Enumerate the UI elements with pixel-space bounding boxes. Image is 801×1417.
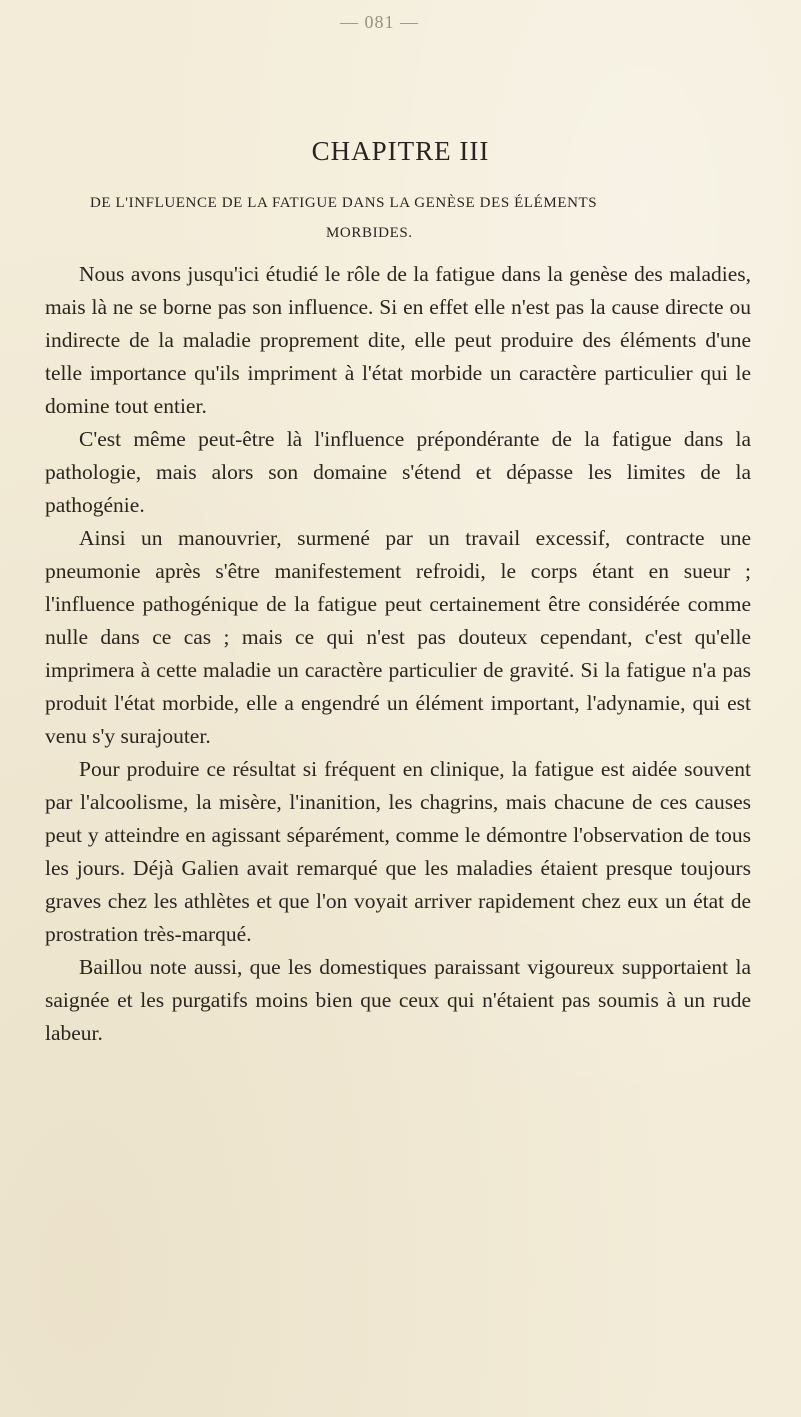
paragraph-2: C'est même peut-être là l'influence prépondérante de la fatigue dans la pathologie, mais alors son domaine s'étend et dépasse les limites de la pathogénie. xyxy=(45,427,751,517)
paragraph-4: Pour produire ce résultat si fréquent en clinique, la fatigue est aidée souvent par l'alcoolisme, la misère, l'inanition, les chagrins, mais chacune de ces causes peut y atteindre en agissant séparément, comme le démontre l'observation de tous les jours. Déjà Galien avait remarqué que les maladies étaient presque toujours graves chez les athlètes et que l'on voyait arriver rapidement chez eux un état de prostration très-marqué. xyxy=(45,757,751,946)
paragraph-5: Baillou note aussi, que les domestiques paraissant vigoureux supportaient la saignée et les purgatifs moins bien que ceux qui n'étaient pas soumis à un rude labeur. xyxy=(45,955,751,1045)
chapter-heading-line-1: DE L'INFLUENCE DE LA FATIGUE DANS LA GENÈSE DES ÉLÉMENTS xyxy=(90,195,598,211)
paragraph-3: Ainsi un manouvrier, surmené par un travail excessif, contracte une pneumonie après s'être manifestement refroidi, le corps étant en sueur ; l'influence pathogénique de la fatigue peut certainement être considérée comme nulle dans ce cas ; mais ce qui n'est pas douteux cependant, c'est qu'elle imprimera à cette maladie un caractère particulier de gravité. Si la fatigue n'a pas produit l'état morbide, elle a engendré un élément important, l'adynamie, qui est venu s'y surajouter. xyxy=(45,526,751,748)
running-head: — 081 — xyxy=(340,12,419,32)
chapter-heading-line-2: MORBIDES. xyxy=(326,225,413,241)
paragraph-1: Nous avons jusqu'ici étudié le rôle de la fatigue dans la genèse des maladies, mais là ne se borne pas son influence. Si en effet elle n'est pas la cause directe ou indirecte de la maladie proprement dite, elle peut produire des éléments d'une telle importance qu'ils impriment à l'état morbide un caractère particulier qui le domine tout entier. xyxy=(45,262,751,418)
body-text xyxy=(45,258,751,1050)
chapter-title: CHAPITRE III xyxy=(311,136,490,166)
chapter-heading xyxy=(90,188,750,248)
